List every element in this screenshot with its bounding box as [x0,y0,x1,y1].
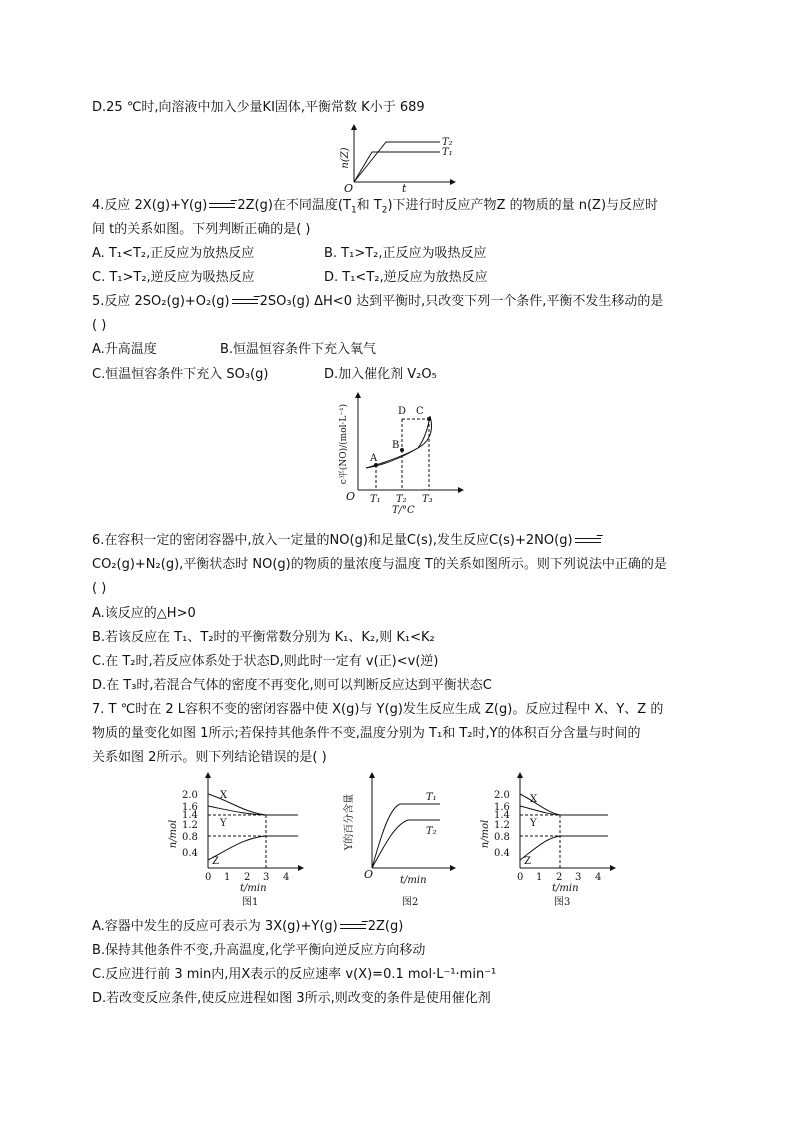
q4-stem-line1: 4.反应 2X(g)+Y(g) 2Z(g)在不同温度($T_1$和 $T_2$)下进行时反应产物Z 的物质的量 n(Z)与反应时 [92,198,659,216]
q4-label-t1: T₁ [442,147,453,158]
q7-option-b: B.保持其他条件不变,升高温度,化学平衡向逆反应方向移动 [92,943,426,958]
q5-option-c: C.恒温恒容条件下充入 SO₃(g) [92,367,269,382]
fig1-curve-z [208,836,298,860]
fig3-curve-y [520,806,560,815]
fig1-ytick: 0.8 [182,832,198,843]
q7-stem-line2: 物质的量变化如图 1所示;若保持其他条件不变,温度分别为 T₁和 T₂时,Y的体积百分含量与时间的 [92,726,641,741]
fig1-label-x: X [220,790,228,801]
q7-stem-line1: 7. T ℃时在 2 L容积不变的密闭容器中使 X(g)与 Y(g)发生反应生成 Z(g)。反应过程中 X、Y、Z 的 [92,702,664,717]
fig3-curve-z [520,836,608,860]
fig1-ytick: 1.2 [182,820,198,831]
fig2-ylabel: Y的百分含量 [344,793,355,851]
fig1-xlabel: t/min [240,883,267,894]
q5-stem-line2: ( ) [92,318,107,333]
q6-ylabel: c平(NO)/(mol·L⁻¹) [339,403,349,485]
q7-option-c: C.反应进行前 3 min内,用X表示的反应速率 v(X)=0.1 mol·L⁻¹·min⁻¹ [92,967,497,982]
fig1-ylabel: n/mol [168,819,179,849]
q6-option-a: A.该反应的△H>0 [92,606,196,621]
q4-label-t2: T₂ [442,137,453,148]
q6-stem-line1: 6.在容积一定的密闭容器中,放入一定量的NO(g)和足量C(s),发生反应C(s)+2NO(g) [92,532,603,550]
q7-option-d: D.若改变反应条件,使反应进程如图 3所示,则改变的条件是使用催化剂 [92,991,491,1006]
q6-option-b: B.若该反应在 T₁、T₂时的平衡常数分别为 K₁、K₂,则 K₁<K₂ [92,630,435,645]
fig2-xlabel: t/min [400,875,427,886]
fig3-ytick: 1.4 [494,810,510,821]
fig3-xlabel: t/min [552,883,579,894]
fig1-ytick: 0.4 [182,848,198,859]
q6-figure [330,392,470,514]
fig3-ytick: 2.0 [494,790,510,801]
fig1-ytick: 1.4 [182,810,198,821]
fig1-xtick: 0 [205,872,212,883]
q6-stem-line2: CO₂(g)+N₂(g),平衡状态时 NO(g)的物质的量浓度与温度 T的关系如图所示。则下列说法中正确的是 [92,557,667,572]
q4-ylabel: n(Z) [340,147,351,169]
fig3-xtick: 2 [556,872,563,883]
q7-figure-1 [168,772,308,912]
fig3-caption: 图3 [554,897,571,908]
q6-label-c: C [416,406,424,417]
fig1-xtick: 4 [283,872,290,883]
q4-origin: O [344,182,354,194]
fig1-label-y: Y [220,818,227,829]
equilibrium-arrow-icon [209,201,235,210]
q5-option-d: D.加入催化剂 V₂O₅ [324,367,437,382]
q6-option-c: C.在 T₂时,若反应体系处于状态D,则此时一定有 v(正)<v(逆) [92,654,439,669]
q7-stem-line3: 关系如图 2所示。则下列结论错误的是( ) [92,750,327,765]
fig3-label-x: X [530,794,538,805]
fig1-label-z: Z [212,856,219,867]
q4-figure [330,124,460,194]
q4-curve-t2 [354,142,440,182]
fig3-xtick: 4 [595,872,602,883]
fig3-ytick: 1.2 [494,820,510,831]
fig3-ytick: 0.4 [494,848,510,859]
q6-option-d: D.在 T₃时,若混合气体的密度不再变化,则可以判断反应达到平衡状态C [92,678,492,693]
q4-option-a: A. T₁<T₂,正反应为放热反应 [92,246,255,261]
fig3-ytick: 0.8 [494,832,510,843]
equilibrium-arrow-icon [232,297,258,306]
q6-xlabel: T/°C [392,505,415,514]
fig3-xtick: 0 [517,872,524,883]
fig3-label-z: Z [524,856,531,867]
q4-option-c: C. T₁>T₂,逆反应为吸热反应 [92,270,255,285]
q6-tick-t1: T₁ [370,494,381,505]
fig1-ytick: 1.6 [182,802,198,813]
q5-option-a: A.升高温度 [92,342,157,357]
fig2-origin: O [364,868,374,881]
fig3-ylabel: n/mol [480,819,491,849]
q6-origin: O [346,490,356,503]
q3-option-d: D.25 ℃时,向溶液中加入少量KI固体,平衡常数 K小于 689 [92,100,425,115]
q5-stem-line1: 5.反应 2SO₂(g)+O₂(g) 2SO₃(g) ΔH<0 达到平衡时,只改变下列一个条件,平衡不发生移动的是 [92,294,664,309]
equilibrium-arrow-icon [575,536,601,545]
fig2-label-t2: T₂ [426,826,437,837]
q7-option-a: A.容器中发生的反应可表示为 3X(g)+Y(g) 2Z(g) [92,919,404,934]
fig2-label-t1: T₁ [426,792,437,803]
q6-tick-t3: T₃ [422,494,433,505]
q6-label-a: A [370,453,378,464]
q6-tick-t2: T₂ [396,494,407,505]
q7-figure-3 [480,772,620,912]
fig1-caption: 图1 [242,897,259,908]
q4-option-b: B. T₁>T₂,正反应为吸热反应 [324,246,487,261]
fig3-xtick: 3 [575,872,582,883]
fig1-xtick: 3 [263,872,270,883]
fig2-caption: 图2 [402,897,419,908]
fig3-xtick: 1 [536,872,543,883]
q6-label-b: B [392,440,400,451]
q4-xlabel: t [402,182,407,194]
fig3-ytick: 1.6 [494,802,510,813]
fig1-ytick: 2.0 [182,790,198,801]
q6-stem-line3: ( ) [92,581,107,596]
q6-label-d: D [398,406,407,417]
q4-stem-line2: 间 t的关系如图。下列判断正确的是( ) [92,222,311,237]
fig1-xtick: 1 [224,872,231,883]
q4-option-d: D. T₁<T₂,逆反应为放热反应 [324,270,488,285]
fig3-label-y: Y [530,818,537,829]
q7-figure-2 [338,772,458,912]
q4-curve-t1 [354,152,440,182]
equilibrium-arrow-icon [340,922,366,931]
q5-option-b: B.恒温恒容条件下充入氧气 [220,342,377,357]
fig1-xtick: 2 [244,872,251,883]
